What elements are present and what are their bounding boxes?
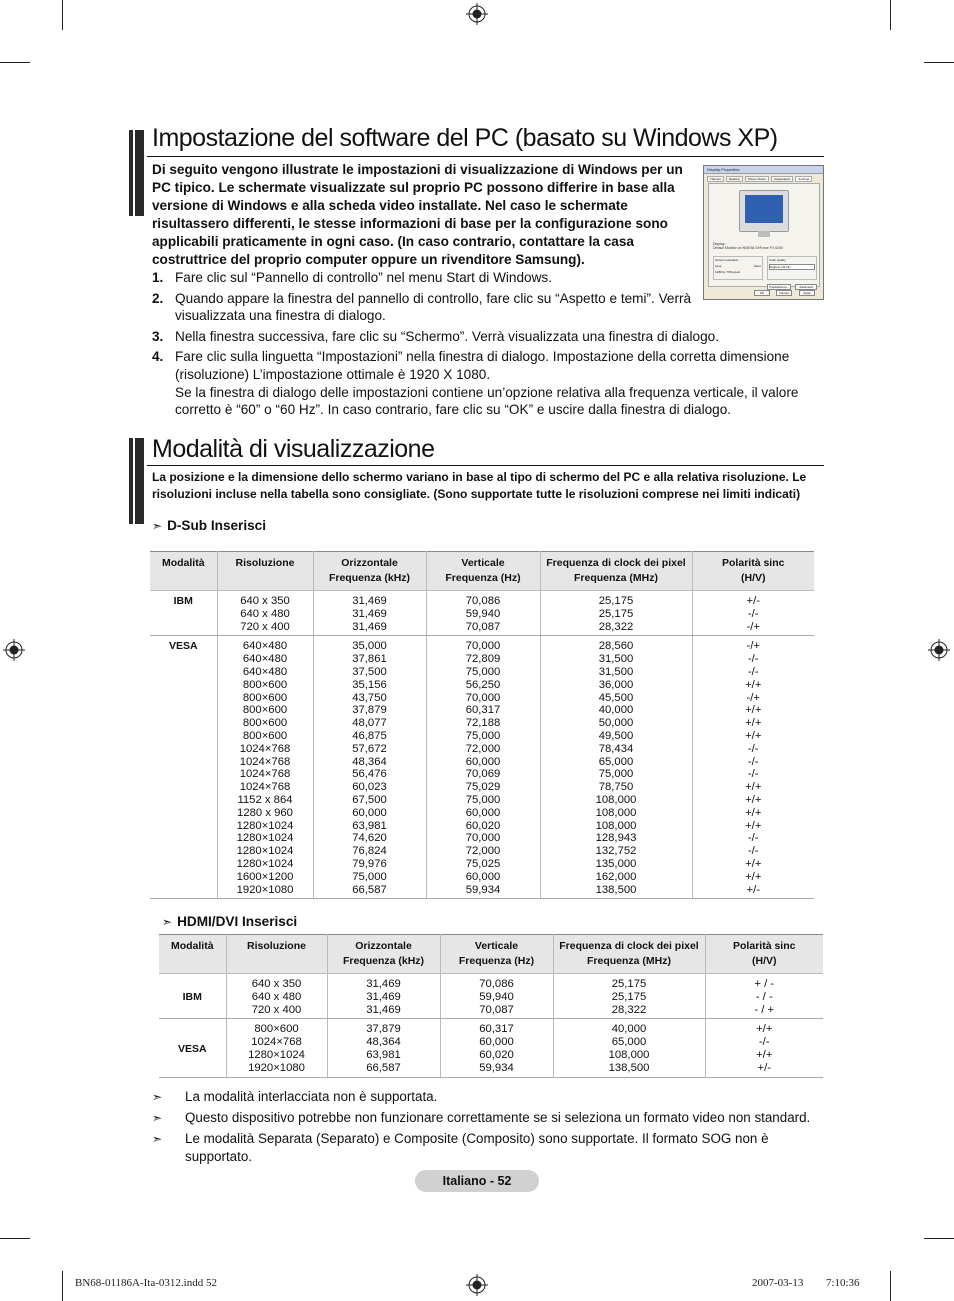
vertical-cell: 70,086 59,940 70,087	[426, 591, 540, 636]
col-polarity-unit: (H/V)	[752, 955, 777, 967]
display-text: Display: Default Monitor on NVIDIA GeForce FX 5200	[713, 242, 783, 250]
page-number-badge: Italiano - 52	[415, 1170, 539, 1192]
section1-intro: Di seguito vengono illustrate le impostazioni di visualizzazione di Windows per un PC tipico. Le schermate visualizzate sul proprio PC possono differire in base alla versione di Windows e alla scheda video installate. Nel caso le schermate risultassero differenti, le stesse informazioni di base per la configurazione sono applicabili praticamente in ogni caso. (In caso contrario, contattare la casa costruttrice del proprio computer oppure un rivenditore Samsung).	[152, 162, 683, 267]
list-item	[152, 290, 832, 325]
note-item	[152, 1088, 812, 1106]
col-resolution: Risoluzione	[217, 552, 313, 591]
col-vertical-unit: Frequenza (Hz)	[445, 572, 521, 584]
col-clock	[540, 552, 692, 591]
table-row	[150, 636, 814, 899]
color-label: Color quality	[769, 258, 786, 262]
horizontal-cell: 31,469 31,469 31,469	[327, 974, 440, 1019]
arrow-icon: ➣	[152, 1090, 163, 1104]
col-horizontal	[327, 935, 440, 974]
col-vertical	[440, 935, 553, 974]
tab-screen-saver: Screen Saver	[745, 176, 769, 182]
note-text: La modalità interlacciata non è supportata.	[185, 1089, 438, 1104]
table-header-row	[159, 935, 823, 974]
table-row	[159, 974, 823, 1019]
arrow-icon: ➣	[152, 1132, 163, 1146]
list-item	[152, 328, 832, 346]
crop-mark	[924, 62, 954, 63]
cancel-button[interactable]: Cancel	[776, 290, 792, 296]
col-horizontal-label: Orizzontale	[341, 557, 398, 569]
col-horizontal-unit: Frequenza (kHz)	[342, 955, 425, 967]
section-bar	[129, 438, 144, 524]
horizontal-cell: 37,879 48,364 63,981 66,587	[327, 1019, 440, 1077]
resolution-cell: 640×480 640×480 640×480 800×600 800×600 800×600 800×600 800×600 1024×768 1024×768 1024×768 1024×768 1152 x 864 1280 x 960 1280×1024 1280×1024 1280×1024 1280×1024 1600×1200 1920×1080	[217, 636, 313, 899]
resolution-cell: 800×600 1024×768 1280×1024 1920×1080	[226, 1019, 327, 1077]
crop-mark	[890, 0, 891, 30]
section2-title: Modalità di visualizzazione	[152, 435, 435, 463]
step-extra-text: Se la finestra di dialogo delle impostazioni contiene un’opzione relativa alla frequenza verticale, il valore corretto è “60” o “60 Hz”. In caso contrario, fare clic su “OK” e uscire dalla finestra di dialogo.	[175, 384, 799, 418]
mode-cell: VESA	[150, 636, 217, 899]
mode-cell: IBM	[150, 591, 217, 636]
col-polarity-label: Polarità sinc	[722, 557, 785, 569]
col-vertical-label: Verticale	[461, 557, 505, 569]
col-horizontal-label: Orizzontale	[355, 940, 412, 952]
col-vertical-unit: Frequenza (Hz)	[458, 955, 535, 967]
resolution-cell: 640 x 350 640 x 480 720 x 400	[226, 974, 327, 1019]
polarity-cell: + / - - / - - / +	[705, 974, 823, 1019]
monitor-icon	[739, 190, 789, 232]
col-polarity	[705, 935, 823, 974]
crop-mark	[890, 1271, 891, 1301]
step-text: Quando appare la finestra del pannello di controllo, fare clic su “Aspetto e temi”. Verrà visualizzata una finestra di dialogo.	[175, 290, 692, 324]
dsub-label: D-Sub Inserisci	[167, 518, 267, 533]
step-number: 1.	[152, 270, 164, 285]
col-clock-unit: Frequenza (MHz)	[574, 572, 658, 584]
resolution-value: 1280 by 768 pixels	[715, 270, 741, 274]
col-horizontal	[313, 552, 426, 591]
tab-desktop: Desktop	[726, 176, 743, 182]
registration-mark-icon	[466, 3, 488, 25]
hdmi-label: HDMI/DVI Inserisci	[177, 914, 298, 929]
notes-list	[152, 1088, 812, 1169]
table-row	[150, 591, 814, 636]
arrow-icon: ➣	[152, 519, 163, 533]
hdmi-table	[159, 934, 823, 1078]
polarity-cell: -/+ -/- -/- +/+ -/+ +/+ +/+ +/+ -/- -/- -/- +/+ +/+ +/+ +/+ -/- -/- +/+ +/+ +/-	[692, 636, 814, 899]
arrow-icon: ➣	[162, 915, 173, 929]
col-clock-label: Frequenza di clock dei pixel	[546, 557, 686, 569]
footer-date: 2007-03-13 ￿￿ 7:10:36	[752, 1277, 860, 1289]
note-text: Le modalità Separata (Separato) e Composite (Composito) sono supportate. Il formato SOG non è supportato.	[185, 1131, 769, 1164]
col-clock-label: Frequenza di clock dei pixel	[559, 940, 699, 952]
arrow-icon: ➣	[152, 1111, 163, 1125]
horizontal-cell: 35,000 37,861 37,500 35,156 43,750 37,879 48,077 46,875 57,672 48,364 56,476 60,023 67,500 60,000 63,981 74,620 76,824 79,976 75,000 66,587	[313, 636, 426, 899]
crop-mark	[62, 0, 63, 30]
vertical-cell: 70,000 72,809 75,000 56,250 70,000 60,317 72,188 75,000 72,000 60,000 70,069 75,029 75,000 60,000 60,020 70,000 72,000 75,025 60,000 59,934	[426, 636, 540, 899]
tab-appearance: Appearance	[771, 176, 793, 182]
footer-file: BN68-01186A-Ita-0312.indd 52	[75, 1277, 217, 1289]
registration-mark-icon	[928, 639, 950, 661]
crop-mark	[0, 62, 30, 63]
table-row	[159, 1019, 823, 1077]
clock-cell: 28,560 31,500 31,500 36,000 45,500 40,000 50,000 49,500 78,434 65,000 75,000 78,750 108,000 108,000 108,000 128,943 132,752 135,000 162,000 138,500	[540, 636, 692, 899]
vertical-cell: 70,086 59,940 70,087	[440, 974, 553, 1019]
color-value: Highest (32 bit)	[769, 264, 815, 270]
col-clock	[553, 935, 705, 974]
less-label: Less	[715, 264, 722, 268]
dsub-table	[150, 551, 814, 899]
note-item	[152, 1109, 812, 1127]
resolution-cell: 640 x 350 640 x 480 720 x 400	[217, 591, 313, 636]
section1-rule	[147, 156, 824, 157]
mode-cell: IBM	[159, 974, 226, 1019]
tab-themes: Themes	[707, 176, 724, 182]
apply-button[interactable]: Apply	[799, 290, 815, 296]
mode-cell: VESA	[159, 1019, 226, 1077]
crop-mark	[924, 1238, 954, 1239]
section2-rule	[147, 465, 824, 466]
vertical-cell: 60,317 60,000 60,020 59,934	[440, 1019, 553, 1077]
col-polarity-unit: (H/V)	[741, 572, 766, 584]
dsub-heading	[152, 518, 266, 533]
note-text: Questo dispositivo potrebbe non funzionare correttamente se si seleziona un formato video non standard.	[185, 1110, 811, 1125]
resolution-label: Screen resolution	[715, 258, 739, 262]
step-number: 3.	[152, 328, 164, 344]
registration-mark-icon	[3, 639, 25, 661]
advanced-button[interactable]: Advanced	[795, 284, 817, 290]
step-number: 4.	[152, 349, 164, 365]
clock-cell: 25,175 25,175 28,322	[553, 974, 705, 1019]
window-title: Display Properties	[704, 166, 823, 174]
step-text: Fare clic sul “Pannello di controllo” nel menu Start di Windows.	[175, 270, 553, 285]
tab-strip	[704, 174, 823, 182]
section-bar	[129, 130, 144, 216]
registration-mark-icon	[466, 1274, 488, 1296]
col-clock-unit: Frequenza (MHz)	[587, 955, 671, 967]
steps-list	[152, 269, 832, 422]
crop-mark	[0, 1238, 30, 1239]
polarity-cell: +/- -/- -/+	[692, 591, 814, 636]
list-item	[152, 269, 832, 287]
col-polarity	[692, 552, 814, 591]
col-horizontal-unit: Frequenza (kHz)	[328, 572, 411, 584]
note-item	[152, 1130, 812, 1166]
list-item	[152, 348, 832, 418]
section1-title: Impostazione del software del PC (basato su Windows XP)	[152, 124, 778, 152]
col-polarity-label: Polarità sinc	[733, 940, 796, 952]
step-text: Fare clic sulla linguetta “Impostazioni” nella finestra di dialogo. Impostazione della corretta dimensione (risoluzione) L’impostazione ottimale è 1920 X 1080.	[175, 349, 790, 382]
hdmi-heading	[162, 914, 297, 929]
ok-button[interactable]: OK	[754, 290, 770, 296]
step-text: Nella finestra successiva, fare clic su “Schermo”. Verrà visualizzata una finestra di dialogo.	[175, 328, 719, 344]
col-resolution: Risoluzione	[226, 935, 327, 974]
step-number: 2.	[152, 290, 164, 306]
more-label: More	[754, 264, 761, 268]
col-vertical	[426, 552, 540, 591]
col-vertical-label: Verticale	[474, 940, 519, 952]
polarity-cell: +/+ -/- +/+ +/-	[705, 1019, 823, 1077]
col-mode: Modalità	[159, 935, 226, 974]
section2-intro: La posizione e la dimensione dello schermo variano in base al tipo di schermo del PC e alla relativa risoluzione. Le risoluzioni incluse nella tabella sono consigliate. (Sono supportate tutte le risoluzioni comprese nei limiti indicati)	[152, 470, 807, 501]
tab-settings: Settings	[795, 176, 812, 182]
col-mode: Modalità	[150, 552, 217, 591]
clock-cell: 25,175 25,175 28,322	[540, 591, 692, 636]
crop-mark	[62, 1271, 63, 1301]
troubleshoot-button[interactable]: Troubleshoot...	[767, 284, 791, 290]
clock-cell: 40,000 65,000 108,000 138,500	[553, 1019, 705, 1077]
table-header-row	[150, 552, 814, 591]
horizontal-cell: 31,469 31,469 31,469	[313, 591, 426, 636]
